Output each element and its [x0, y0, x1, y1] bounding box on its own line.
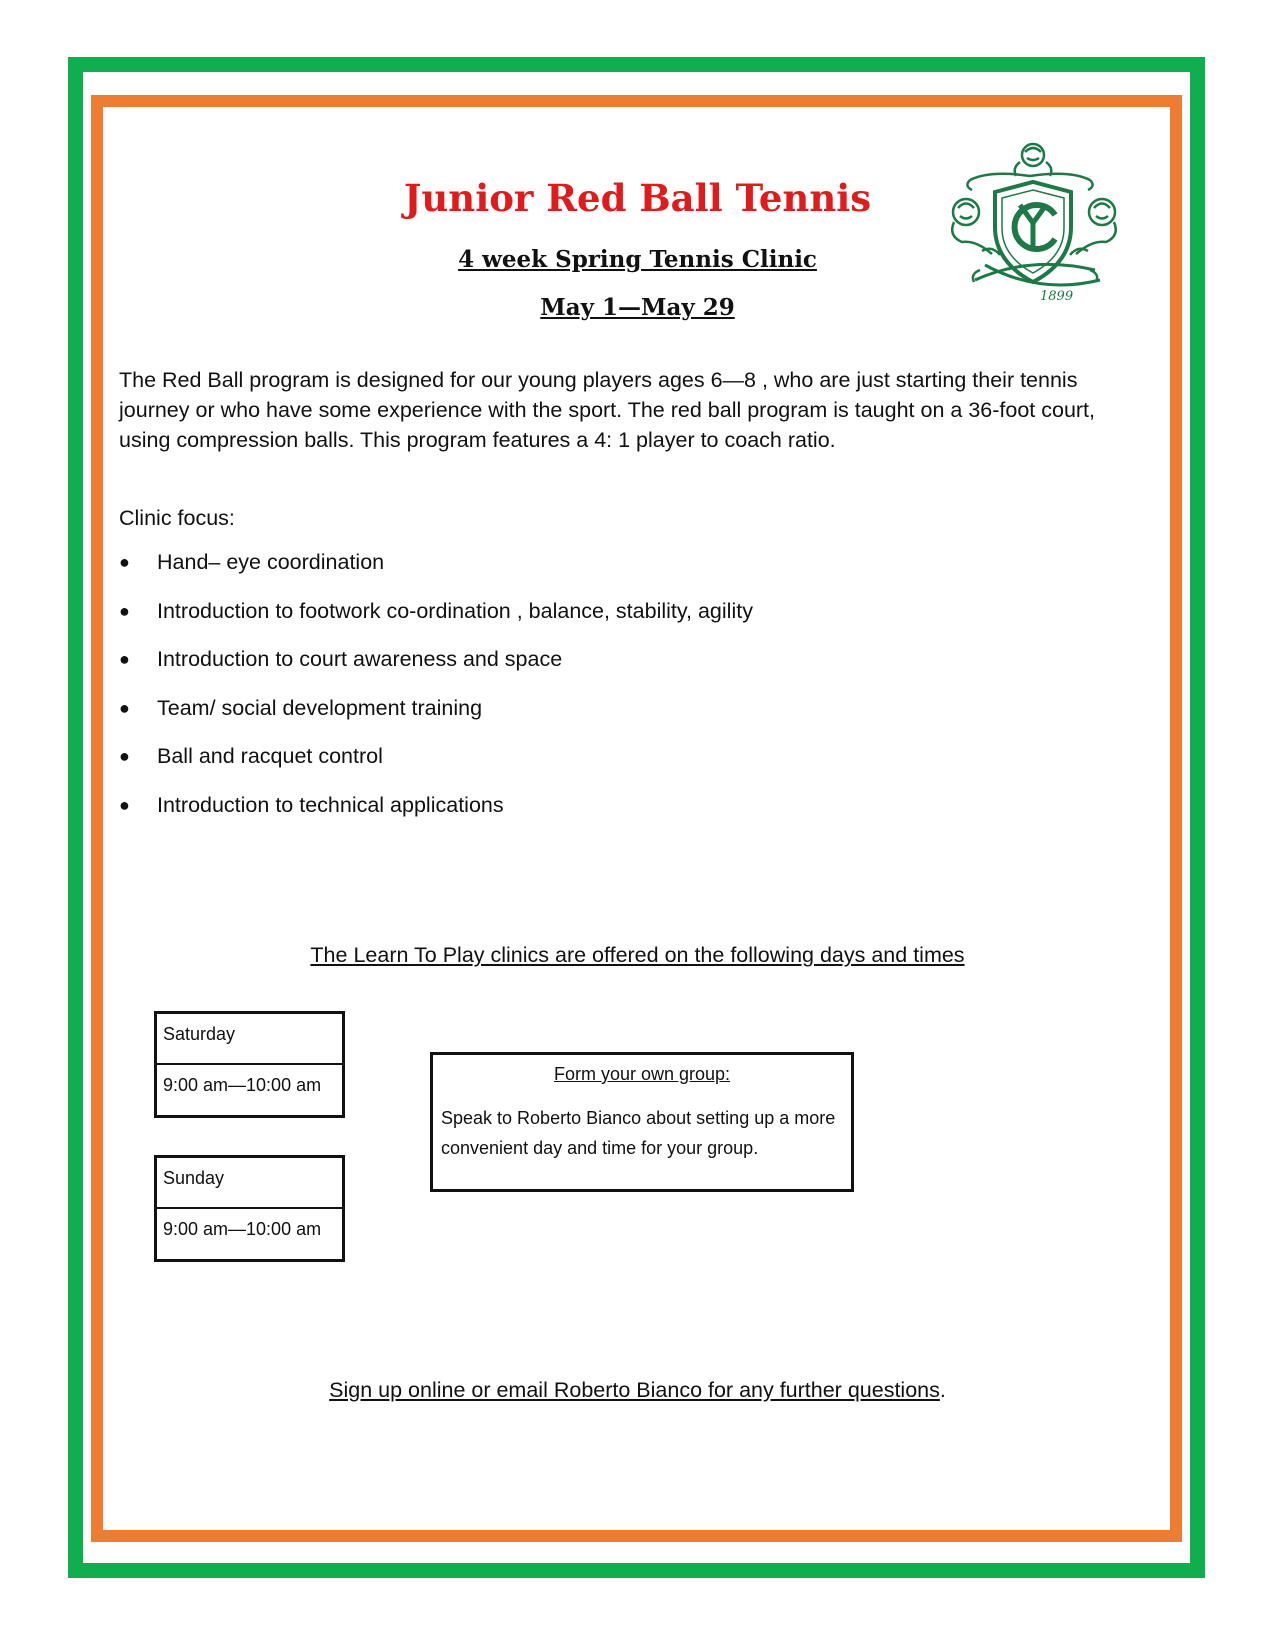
focus-heading: Clinic focus: — [119, 506, 235, 530]
bullet-icon: ● — [119, 649, 130, 669]
list-item: ● Hand– eye coordination — [119, 550, 385, 574]
list-item: ● Introduction to footwork co-ordination , balance, stability, agility — [119, 598, 753, 623]
list-item: ● Team/ social development training — [119, 695, 483, 720]
program-description: The Red Ball program is designed for our young players ages 6—8 , who are just starting their tennis journey or who have some experience with the sport. The red ball program is taught on a 36-foot court, using compression balls. This program features a 4: 1 player to coach ratio. — [119, 368, 1096, 452]
schedule-day: Sunday — [157, 1158, 342, 1209]
page-title: Junior Red Ball Tennis — [403, 176, 872, 220]
bullet-icon: ● — [119, 746, 130, 766]
list-item: ● Ball and racquet control — [119, 744, 383, 768]
signup-note — [0, 1378, 1275, 1403]
signup-period: . — [939, 1378, 946, 1402]
schedule-time: 9:00 am—10:00 am — [163, 1075, 322, 1095]
crest-year: 1899 — [1040, 289, 1074, 304]
focus-list — [119, 550, 753, 841]
signup-link[interactable]: Sign up online or email Roberto Bianco for any further questions — [329, 1378, 940, 1402]
schedule-day: Saturday — [157, 1014, 342, 1065]
form-group-title: Form your own group: — [553, 1064, 731, 1084]
schedule-time: 9:00 am—10:00 am — [163, 1219, 322, 1239]
list-item: ● Introduction to technical applications — [119, 792, 504, 817]
form-group-box — [430, 1052, 854, 1192]
bullet-icon: ● — [119, 794, 130, 815]
bullet-icon: ● — [119, 600, 130, 621]
clinic-dates: May 1—May 29 — [540, 294, 735, 321]
bullet-icon: ● — [119, 697, 130, 718]
list-item: ● Introduction to court awareness and space — [119, 647, 563, 671]
bullet-icon: ● — [119, 552, 130, 572]
page-subtitle: 4 week Spring Tennis Clinic — [458, 246, 817, 273]
club-crest-logo — [940, 140, 1130, 315]
form-group-text: Speak to Roberto Bianco about setting up a more convenient day and time for your group. — [441, 1108, 836, 1158]
schedule-heading: The Learn To Play clinics are offered on the following days and times — [310, 943, 965, 967]
sunday-schedule-box — [154, 1155, 345, 1262]
saturday-schedule-box — [154, 1011, 345, 1118]
